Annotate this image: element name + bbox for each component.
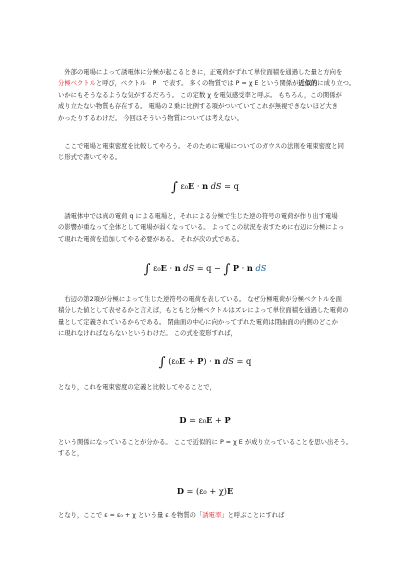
text-segment: て現れた電荷を追加してやる必要がある。 それが次の式である。 (58, 235, 244, 243)
text-line (58, 328, 364, 339)
text-segment: じ形式で書いてやる。 (58, 154, 122, 162)
text-segment: 量として定義されているからである。 閉曲面の中心に向かってずれた電荷は閉曲面の内側のどこか (58, 318, 338, 326)
text-line (58, 382, 364, 393)
text-segment: かったりするわけだ。 今回はそういう物質については考えない。 (58, 114, 244, 122)
equation-displacement-definition: D = ε₀E + P (179, 415, 231, 425)
highlighted-term: 誘電率 (202, 512, 222, 519)
text-line (58, 437, 364, 448)
paragraph-compare-field (58, 141, 364, 164)
text-line (58, 305, 364, 316)
text-segment: 」と呼ぶことにすれば (221, 512, 285, 519)
text-segment: すると， (58, 450, 84, 458)
text-segment: となり，これを電束密度の定義と比較してやることで， (58, 384, 216, 391)
text-segment: 外部の電場によって誘電体に分極が起こるときに，正電荷がずれて単位面積を通過した量と方向を (58, 69, 343, 76)
emphasized-term: 近似的 (298, 80, 318, 88)
text-line (58, 113, 364, 124)
text-segment: ここで電場と電束密度を比較してやろう。 そのために電場についてのガウスの法則を電束密度と同 (58, 143, 344, 150)
text-segment: と呼び，ベクトル P で表す。 多くの物質では P = χ E という関係が (95, 80, 299, 88)
text-segment: 誘電体中では真の電荷 q による電場と，それによる分極で生じた逆の符号の電荷が作り出す電場 (58, 213, 338, 220)
text-line (58, 141, 364, 152)
text-line (58, 67, 364, 78)
paragraph-second-term (58, 294, 364, 340)
equation-combined-integral: ∫ (ε₀E + P) · n dS = q (158, 355, 252, 370)
paragraph-polarization-definition (58, 67, 364, 124)
text-segment: 積分した値として表せるかと言えば，もともと分極ベクトルはズレによって単位面積を通過した電荷の (58, 307, 349, 315)
text-segment: に現れなければならないというわけだ。 この式を変形すれば， (58, 330, 237, 338)
text-segment: の影響が重なって全体として電場が弱くなっている。 よってこの状況を表すために右辺に分極によっ (58, 224, 345, 232)
text-line (58, 222, 364, 233)
equation-gauss-law: ∫ ε₀E · n dS = q (171, 180, 239, 195)
text-line (58, 294, 364, 305)
text-segment: いかにもそうなるような気がするだろう。 この定数 χ を電気感受率と呼ぶ。 もちろん，この関係が (58, 91, 342, 99)
paragraph-dielectric-field (58, 211, 364, 245)
text-line (58, 101, 364, 112)
text-line (58, 90, 364, 101)
paragraph-compare-definition (58, 382, 364, 393)
paragraph-permittivity (58, 510, 364, 521)
text-segment: という関係になっていることが分かる。 ここで近似的に P = χ E が成り立っていることを思い出そう。 (58, 439, 353, 446)
text-line (58, 211, 364, 222)
text-line (58, 78, 364, 89)
text-line (58, 234, 364, 245)
text-segment: 成り立たない物質も存在する。 電場の２乗に比例する項がついていてこれが無視できないほど大き (58, 103, 338, 111)
paragraph-linear-relation (58, 437, 364, 460)
text-line (58, 448, 364, 459)
text-line (58, 152, 364, 163)
text-line (58, 510, 364, 521)
text-segment: に成り立つ。 (317, 80, 356, 88)
equation-displacement-chi: D = (ε₀ + χ)E (176, 486, 234, 496)
equation-gauss-with-polarization: ∫ ε₀E · n dS = q − ∫ P · n dS (143, 262, 267, 277)
text-segment: となり，ここで ε = ε₀ + χ という量 ε を物質の「 (58, 512, 203, 519)
text-line (58, 317, 364, 328)
highlighted-term: 分極ベクトル (58, 80, 96, 88)
text-segment: 右辺の第2項が分極によって生じた逆符号の電荷を表している。 なぜ分極電荷が分極ベクトルを面 (58, 296, 342, 303)
